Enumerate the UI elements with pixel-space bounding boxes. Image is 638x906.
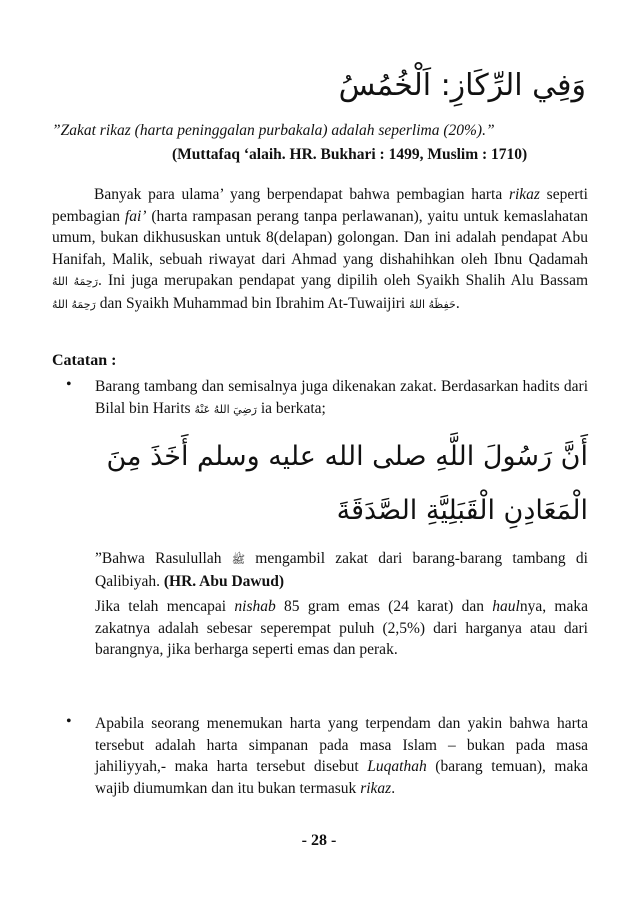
main-paragraph: Banyak para ulama’ yang berpendapat bahwa pembagian harta rikaz seperti pembagian fai’ (harta rampasan perang tanpa perlawanan), yaitu untuk kemaslahatan umum, bukan dikhususkan untuk 8(delapan) golongan. Dan ini adalah pendapat Abu Hanifah, Malik, sebuah riwayat dari Ahmad yang dishahihkan oleh Ibnu Qadamah رَحِمَهُ اللهُ. Ini juga merupakan pendapat yang dipilih oleh Syaikh Shalih Alu Bassam رَحِمَهُ اللهُ dan Syaikh Muhammad bin Ibrahim At-Tuwaijiri حَفِظَهُ اللهُ. [52,186,589,312]
honorific-hafizhahullah: حَفِظَهُ اللهُ [409,297,456,311]
term-fai: fai’ [124,207,147,225]
nishab-paragraph: Jika telah mencapai nishab 85 gram emas (24 karat) dan haulnya, maka zakatnya adalah sebesar seperempat puluh (2,5%) dari harganya atau dari barangnya, jika berharga seperti emas dan perak. [95,598,588,658]
honorific-radhiyallahu: رَضِيَ اللهُ عَنْهُ [194,402,257,416]
term-nishab: nishab [234,598,276,615]
page-number: - 28 - [301,832,337,849]
term-rikaz: rikaz [508,186,540,203]
bullet-symbol: • [66,376,72,393]
arabic-hadith: أَنَّ رَسُولَ اللَّهِ صلى الله عليه وسلم أَخَذَ مِنَ الْمَعَادِنِ الْقَبَلِيَّةِ الصَّدَقَةَ [106,441,588,526]
hadith-translation: ”Bahwa Rasulullah ﷺ mengambil zakat dari barang-barang tambang di Qalibiyah. (HR. Abu Dawud) [95,550,588,590]
term-haul: haul [492,598,520,615]
honorific-rahimahullah: رَحِمَهُ اللهُ [52,297,96,311]
bullet-item-buried-treasure: Apabila seorang menemukan harta yang terpendam dan yakin bahwa harta tersebut adalah harta simpanan pada masa Islam – bukan pada masa jahiliyyah,- maka harta tersebut disebut Luqathah (barang temuan), maka wajib diumumkan dan itu bukan termasuk rikaz. [95,715,588,797]
hadith-translation-source: (HR. Abu Dawud) [163,572,285,590]
honorific-salallahu: ﷺ [231,553,246,566]
term-luqathah: Luqathah [367,758,427,775]
term-rikaz: rikaz [360,779,392,797]
bullet-symbol: • [66,713,72,730]
hadith-source: (Muttafaq ‘alaih. HR. Bukhari : 1499, Muslim : 1710) [172,146,528,163]
hadith-translation-quote: ”Zakat rikaz (harta peninggalan purbakala) adalah seperlima (20%).” [52,122,495,139]
note-heading: Catatan : [52,352,117,369]
honorific-rahimahullah: رَحِمَهُ اللهُ [52,275,99,288]
bullet-item-mining: Barang tambang dan semisalnya juga dikenakan zakat. Berdasarkan hadits dari Bilal bin Harits رَضِيَ اللهُ عَنْهُ ia berkata; [95,378,588,417]
arabic-heading: وَفِي الرِّكَازِ: اَلْخُمُسُ [338,68,586,103]
